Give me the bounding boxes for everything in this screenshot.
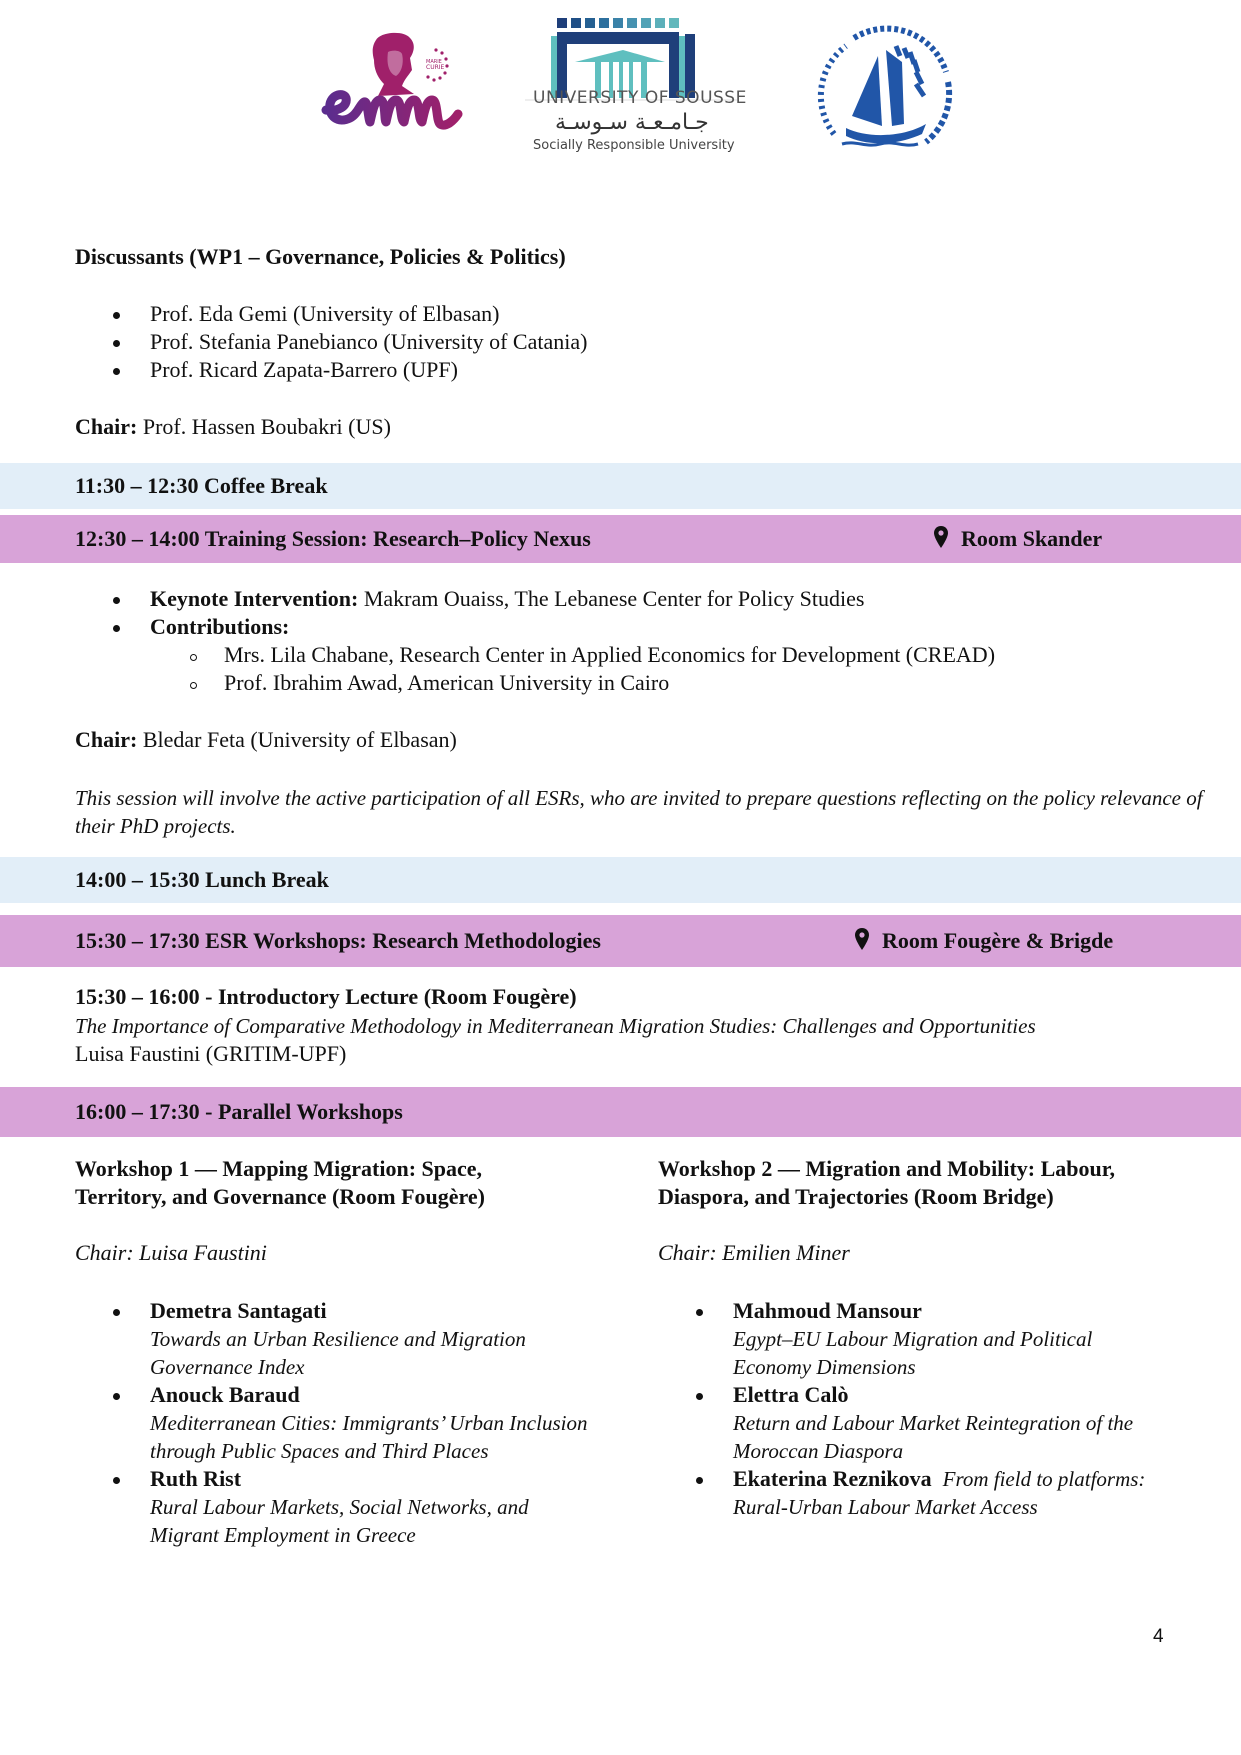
bullet-icon <box>696 1477 703 1484</box>
esr-workshops-label: 15:30 – 17:30 ESR Workshops: Research Methodologies <box>75 928 601 953</box>
chair-label: Chair: <box>75 727 138 752</box>
chair-label: Chair: <box>75 414 138 439</box>
parallel-workshops-label: 16:00 – 17:30 - Parallel Workshops <box>75 1099 403 1124</box>
chair-value: Bledar Feta (University of Elbasan) <box>137 727 457 752</box>
discussants-heading: Discussants (WP1 – Governance, Policies & Politics) <box>75 244 566 269</box>
presenter-name: Elettra Calò <box>733 1382 849 1407</box>
presentation-title: Economy Dimensions <box>733 1355 916 1379</box>
bullet-icon <box>113 340 120 347</box>
training-chair <box>75 726 457 754</box>
presenter-name: Ruth Rist <box>150 1466 242 1491</box>
lunch-break-label: 14:00 – 15:30 Lunch Break <box>75 867 329 892</box>
contribution-item: Mrs. Lila Chabane, Research Center in Applied Economics for Development (CREAD) <box>224 642 996 667</box>
workshop-title-line1: Workshop 1 — Mapping Migration: Space, <box>75 1156 483 1181</box>
page-number: 4 <box>1153 1626 1164 1647</box>
discussant-item: Prof. Stefania Panebianco (University of Catania) <box>150 329 588 354</box>
keynote-line <box>150 585 864 613</box>
presenter-name: Demetra Santagati <box>150 1298 327 1323</box>
training-room: Room Skander <box>961 526 1103 551</box>
workshop-title-line2: Territory, and Governance (Room Fougère) <box>75 1184 485 1209</box>
bullet-icon <box>113 1477 120 1484</box>
coffee-break-band <box>0 463 1241 509</box>
emm-logo <box>318 30 474 138</box>
esr-workshops-band <box>0 915 1241 967</box>
presentation-title: Return and Labour Market Reintegration of the <box>733 1411 1134 1435</box>
keynote-label: Keynote Intervention: <box>150 586 359 611</box>
bullet-icon <box>696 1309 703 1316</box>
bullet-icon <box>113 1309 120 1316</box>
presentation-title: Egypt–EU Labour Migration and Political <box>733 1327 1093 1351</box>
presentation-title: Migrant Employment in Greece <box>150 1523 416 1547</box>
university-of-sousse-logo <box>525 16 747 158</box>
parallel-workshops-band <box>0 1087 1241 1137</box>
workshop-chair: Chair: Luisa Faustini <box>75 1240 267 1265</box>
workshop-chair: Chair: Emilien Miner <box>658 1240 850 1265</box>
discussants-chair <box>75 413 391 441</box>
map-pin-icon <box>934 526 948 548</box>
esr-room: Room Fougère & Brigde <box>882 928 1114 953</box>
intro-lecture-subtitle: The Importance of Comparative Methodology in Mediterranean Migration Studies: Challenges and Opportunities <box>75 1014 1036 1038</box>
presentation-title: Rural-Urban Labour Market Access <box>733 1495 1038 1519</box>
bullet-icon <box>113 368 120 375</box>
bullet-icon <box>113 312 120 319</box>
sousse-name-ar: جـامـعـة سـوسـة <box>555 110 709 135</box>
sousse-name-en: UNIVERSITY OF SOUSSE <box>533 88 747 108</box>
map-pin-icon <box>855 928 869 950</box>
session-note-line1: This session will involve the active participation of all ESRs, who are invited to prepare questions reflecting on the policy relevance of <box>75 786 1203 810</box>
presentation-title: Mediterranean Cities: Immigrants’ Urban Inclusion <box>150 1411 588 1435</box>
keynote-value: Makram Ouaiss, The Lebanese Center for Policy Studies <box>358 586 865 611</box>
contribution-item: Prof. Ibrahim Awad, American University in Cairo <box>224 670 670 695</box>
presentation-title: Towards an Urban Resilience and Migration <box>150 1327 526 1351</box>
bullet-icon <box>113 625 120 632</box>
chair-value: Prof. Hassen Boubakri (US) <box>137 414 391 439</box>
workshop-1 <box>75 1155 615 1555</box>
workshop-title-line2: Diaspora, and Trajectories (Room Bridge) <box>658 1184 1054 1209</box>
svg-text:CURIE: CURIE <box>426 64 445 71</box>
presentation-title-inline: From field to platforms: <box>942 1467 1146 1491</box>
intro-lecture-title: 15:30 – 16:00 - Introductory Lecture (Room Fougère) <box>75 984 577 1009</box>
sub-bullet-icon <box>190 654 197 661</box>
presentation-title: Rural Labour Markets, Social Networks, and <box>150 1495 529 1519</box>
presenter-name: Ekaterina Reznikova <box>733 1466 932 1491</box>
presenter-name: Anouck Baraud <box>150 1382 300 1407</box>
ship-emblem-icon <box>806 16 966 166</box>
sousse-tagline: Socially Responsible University <box>533 138 735 153</box>
bullet-icon <box>113 597 120 604</box>
training-session-label: 12:30 – 14:00 Training Session: Research–Policy Nexus <box>75 526 591 551</box>
flshs-logo <box>806 16 966 166</box>
sub-bullet-icon <box>190 682 197 689</box>
presentation-title: Moroccan Diaspora <box>733 1439 904 1463</box>
discussant-item: Prof. Eda Gemi (University of Elbasan) <box>150 301 500 326</box>
contributions-label: Contributions: <box>150 614 290 639</box>
presentation-title: Governance Index <box>150 1355 305 1379</box>
presenter-name: Mahmoud Mansour <box>733 1298 922 1323</box>
emm-logo-graphic <box>318 30 474 138</box>
bullet-icon <box>113 1393 120 1400</box>
discussant-item: Prof. Ricard Zapata-Barrero (UPF) <box>150 357 458 382</box>
bullet-icon <box>696 1393 703 1400</box>
session-note-line2: their PhD projects. <box>75 814 236 838</box>
workshop-2 <box>658 1155 1238 1555</box>
intro-lecture-speaker: Luisa Faustini (GRITIM-UPF) <box>75 1041 347 1066</box>
workshop-title-line1: Workshop 2 — Migration and Mobility: Labour, <box>658 1156 1115 1181</box>
coffee-break-label: 11:30 – 12:30 Coffee Break <box>75 473 328 498</box>
svg-text:MARIE: MARIE <box>426 59 442 65</box>
presentation-title: through Public Spaces and Third Places <box>150 1439 489 1463</box>
lunch-break-band <box>0 857 1241 903</box>
training-session-band <box>0 515 1241 563</box>
presenter-line <box>733 1465 1145 1493</box>
